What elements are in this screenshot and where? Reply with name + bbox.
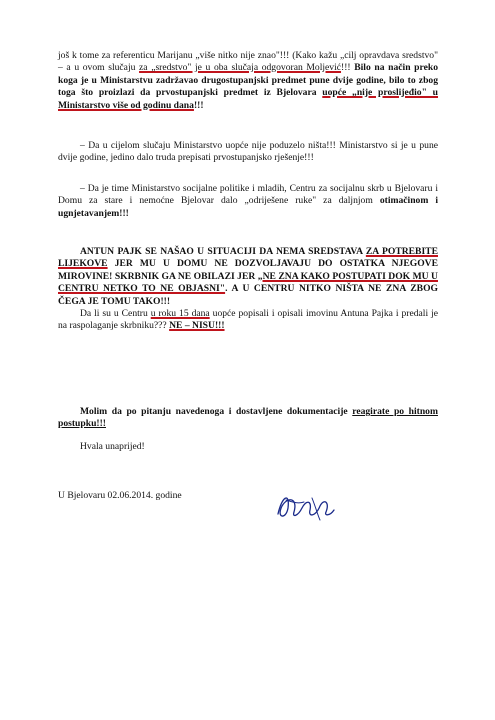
- underlined-text: za „sredstvo" je u oba slučaja odgovoran Moljević: [139, 62, 342, 74]
- bold-text: Molim da po pitanju navedenoga i dostavljene dokumentacije: [80, 406, 353, 417]
- underlined-bold-text: ZA POTREBITE LIJEKOVE: [58, 246, 438, 270]
- handwritten-signature: [268, 486, 348, 526]
- text-run: Da je time Ministarstvo socijalne politike i mladih, Centru za socijalnu skrb u Bjelovaru i Domu za stare i nemoćne Bjelovar dalo „odriješene ruke" za daljnjom: [58, 183, 438, 207]
- paragraph-hvala: [58, 441, 438, 453]
- paragraph-antun-pajk: [58, 246, 438, 308]
- date-line: U Bjelovaru 02.06.2014. godine: [58, 490, 182, 501]
- paragraph-popis-imovine: [58, 308, 438, 333]
- underlined-bold-text: uopće „nije proslijeđio" u Ministarstvo više od godinu dana: [58, 87, 439, 111]
- paragraph-referentica: [58, 50, 438, 112]
- bold-text: JER MU U DOMU NE DOZVOLJAVAJU DO OSTATKA NJEGOVE MIROVINE! SKRBNIK GA NE OBILAZI JER: [58, 258, 438, 282]
- paragraph-ministarstvo: [58, 140, 438, 165]
- text-run: Da u cijelom slučaju Ministarstvo uopće nije poduzelo ništa!!! Ministarstvo si je u pune dvije godine, jedino dalo truda prepisati prvostupanjsko rješenje!!!: [58, 140, 439, 164]
- text-run: Hvala unaprijed!: [80, 441, 145, 452]
- paragraph-molba: [58, 406, 438, 431]
- bold-text: !!!: [193, 99, 204, 111]
- text-run: uopće popisali i opisali imovinu Antuna Pajka i predali je na raspolaganje skrbniku???: [58, 308, 438, 332]
- text-run: Da li su u Centru: [80, 308, 151, 319]
- list-dash: –: [80, 183, 85, 194]
- bold-text: ANTUN PAJK SE NAŠAO U SITUACIJI DA NEMA SREDSTAVA: [80, 246, 366, 257]
- text-run: još k tome za referenticu Marijanu „više nitko nije znao"!!! (Kako kažu „cilj opravdava sredstvo" – a u ovom slučaju: [58, 50, 438, 74]
- underlined-text: u roku 15 dana: [150, 308, 210, 319]
- list-dash: –: [80, 140, 85, 151]
- bold-text: . A U CENTRU NITKO NIŠTA NE ZNA ZBOG ČEGA JE TOMU TAKO!!!: [58, 283, 438, 307]
- paragraph-odrijesene-ruke: [58, 183, 438, 220]
- bold-text: otimačinom i ugnjetavanjem!!!: [58, 195, 438, 219]
- text-run: !!!: [341, 62, 355, 74]
- underlined-bold-text: reagirate po hitnom postupku!!!: [58, 406, 438, 430]
- underlined-bold-text: NE – NISU!!!: [169, 320, 225, 332]
- underlined-bold-text: „NE ZNA KAKO POSTUPATI DOK MU U CENTRU NETKO TO NE OBJASNI": [58, 270, 438, 295]
- bold-text: Bilo na način preko koga je u Ministarstvu zadržavao drugostupanjski predmet pune dvije godine, bilo to zbog toga što proizlazi da prvostupanjski predmet iz Bjelovara: [58, 62, 438, 99]
